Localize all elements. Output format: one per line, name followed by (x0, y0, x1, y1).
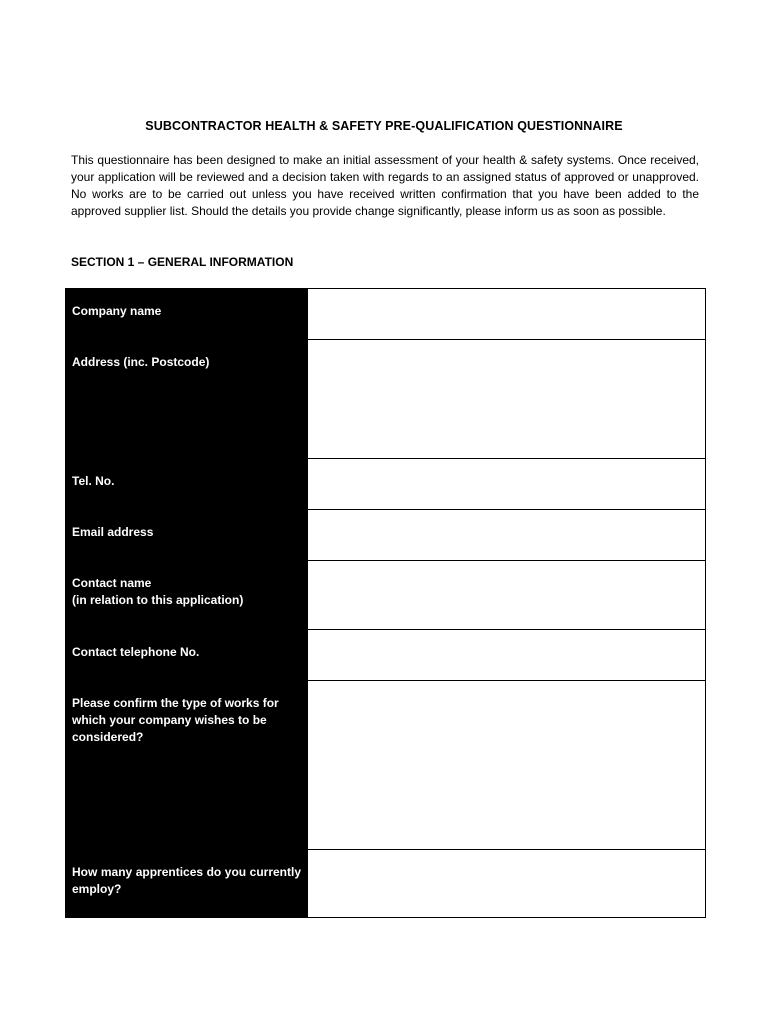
contact-name-field[interactable] (308, 561, 706, 630)
address-field[interactable] (308, 340, 706, 459)
table-row (66, 681, 706, 850)
field-label-cell (66, 510, 308, 561)
section-heading: SECTION 1 – GENERAL INFORMATION (71, 255, 294, 269)
field-label-cell (66, 681, 308, 850)
table-row (66, 630, 706, 681)
table-row (66, 289, 706, 340)
tel-no-label: Tel. No. (72, 474, 115, 488)
table-row (66, 459, 706, 510)
table-row (66, 850, 706, 918)
table-row (66, 510, 706, 561)
apprentices-field[interactable] (308, 850, 706, 918)
email-address-value[interactable] (308, 510, 705, 530)
type-of-works-value[interactable] (308, 681, 705, 701)
company-name-value[interactable] (308, 289, 705, 309)
field-label-cell (66, 561, 308, 630)
field-label-cell (66, 459, 308, 510)
contact-telephone-value[interactable] (308, 630, 705, 650)
contact-telephone-label: Contact telephone No. (72, 645, 200, 659)
field-label-cell (66, 289, 308, 340)
tel-no-value[interactable] (308, 459, 705, 479)
apprentices-label: How many apprentices do you currently employ? (72, 865, 301, 896)
contact-telephone-field[interactable] (308, 630, 706, 681)
type-of-works-field[interactable] (308, 681, 706, 850)
table-row (66, 561, 706, 630)
intro-paragraph: This questionnaire has been designed to make an initial assessment of your health & safety systems. Once received, your application will be reviewed and a decision taken with regards to an assigned status of approved or unapproved. No works are to be carried out unless you have received written confirmation that you have been added to the approved supplier list. Should the details you provide change significantly, please inform us as soon as possible. (71, 153, 699, 218)
field-label-cell (66, 630, 308, 681)
tel-no-field[interactable] (308, 459, 706, 510)
address-value[interactable] (308, 340, 705, 360)
field-label-cell (66, 340, 308, 459)
address-label: Address (inc. Postcode) (72, 355, 210, 369)
field-label-cell (66, 850, 308, 918)
contact-name-value[interactable] (308, 561, 705, 581)
company-name-label: Company name (72, 304, 162, 318)
contact-name-label: Contact name (in relation to this application) (72, 576, 244, 607)
email-address-field[interactable] (308, 510, 706, 561)
table-row (66, 340, 706, 459)
type-of-works-label: Please confirm the type of works for which your company wishes to be considered? (72, 696, 279, 744)
general-information-table (65, 288, 706, 918)
email-address-label: Email address (72, 525, 154, 539)
company-name-field[interactable] (308, 289, 706, 340)
apprentices-value[interactable] (308, 850, 705, 870)
document-title: SUBCONTRACTOR HEALTH & SAFETY PRE-QUALIFICATION QUESTIONNAIRE (145, 119, 623, 133)
